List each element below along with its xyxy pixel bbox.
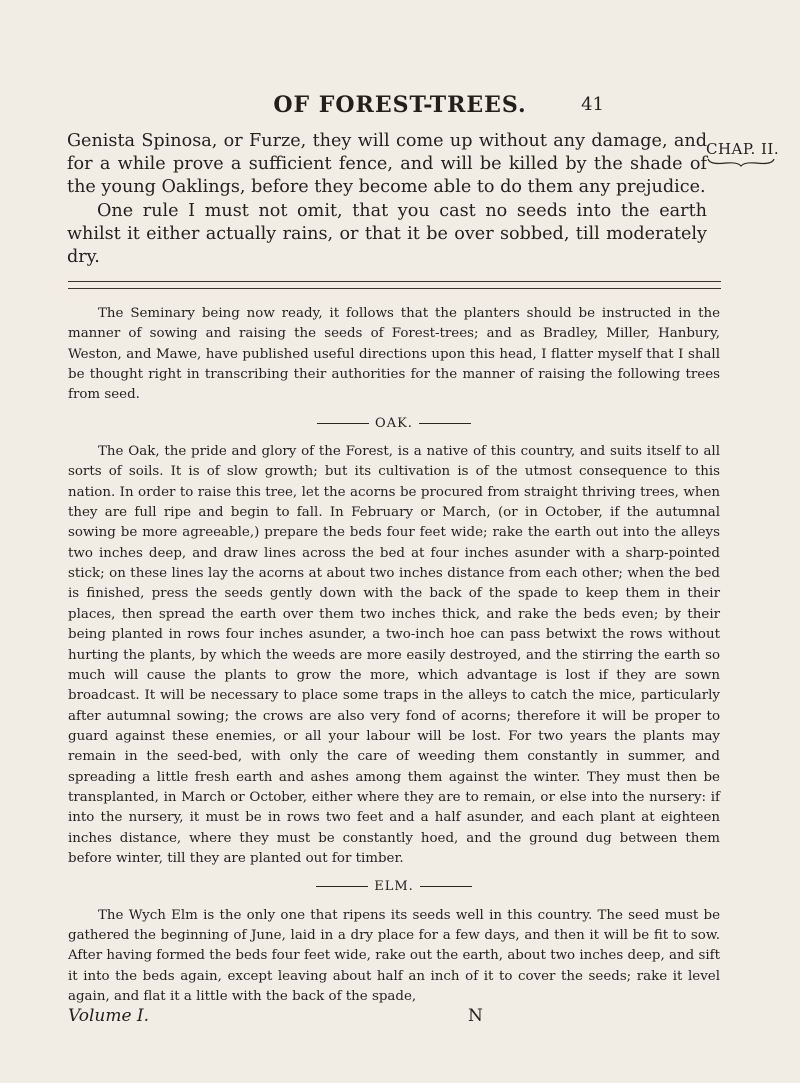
section-rule [68, 281, 721, 289]
volume-label: Volume I. [68, 1006, 150, 1026]
page-footer [68, 1006, 720, 1030]
heading-dash [316, 886, 368, 887]
elm-heading-label: ELM. [374, 879, 414, 895]
running-head [0, 92, 800, 122]
elm-heading [68, 877, 720, 897]
lead-paragraph: One rule I must not omit, that you cast no seeds into the earth whilst it either actually rains, or that it be over sobbed, till moderately dry. [67, 200, 707, 268]
running-title: OF FOREST-TREES. [273, 92, 527, 118]
chapter-marker: CHAP. II. [706, 140, 780, 158]
chapter-brace-icon [706, 157, 776, 167]
lead-text [67, 130, 707, 269]
oak-heading-label: OAK. [375, 415, 413, 431]
intro-paragraph: The Seminary being now ready, it follows that the planters should be instructed in the manner of sowing and raising the seeds of Forest-trees; and as Bradley, Miller, Hanbury, Weston, and Mawe, have published useful directions upon this head, I flatter myself that I shall be thought right in transcribing their authorities for the manner of raising the following trees from seed. [68, 306, 720, 403]
body-text [68, 304, 720, 1007]
oak-paragraph: The Oak, the pride and glory of the Forest, is a native of this country, and suits itself to all sorts of soils. It is of slow growth; but its cultivation is of the utmost consequence to this nation. In order to raise this tree, let the acorns be procured from straight thriving trees, when they are full ripe and begin to fall. In February or March, (or in October, if the autumnal sowing be more agreeable,) prepare the beds four feet wide; rake the earth out into the alleys two inches deep, and draw lines across the bed at four inches asunder with a sharp-pointed stick; on these lines lay the acorns at about two inches distance from each other; when the bed is finished, press the seeds gently down with the back of the spade to keep them in their places, then spread the earth over them two inches thick, and rake the beds even; by their being planted in rows four inches asunder, a two-inch hoe can pass betwixt the rows without hurting the plants, by which the weeds are more easily destroyed, and the stirring the earth so much will cause the plants to grow the more, which advantage is lost if they are sown broadcast. It will be necessary to place some traps in the alleys to catch the mice, particularly after autumnal sowing; the crows are also very fond of acorns; therefore it will be proper to guard against these enemies, or all your labour will be lost. For two years the plants may remain in the seed-bed, with only the care of weeding them constantly in summer, and spreading a little fresh earth and ashes among them against the winter. They must then be transplanted, in March or October, either where they are to remain, or else into the nursery: if into the nursery, it must be in rows two feet and a half asunder, and each plant at eighteen inches distance, where they must be constantly hoed, and the ground dug between them before winter, till they are planted out for timber. [68, 444, 720, 866]
lead-paragraph: Genista Spinosa, or Furze, they will come up without any damage, and for a while prove a sufficient fence, and will be killed by the shade of the young Oaklings, before they become able to do them any prejudice. [67, 131, 707, 198]
elm-paragraph: The Wych Elm is the only one that ripens its seeds well in this country. The seed must be gathered the beginning of June, laid in a dry place for a few days, and then it will be fit to sow. After having formed the beds four feet wide, rake out the earth, about two inches deep, and sift it into the beds again, except leaving about half an inch of it to cover the seeds; rake it level again, and flat it a little with the back of the spade, [68, 907, 720, 1004]
page-number: 41 [581, 94, 604, 115]
heading-dash [317, 423, 369, 424]
signature-mark: N [468, 1006, 483, 1026]
heading-dash [419, 423, 471, 424]
oak-heading [68, 414, 720, 434]
heading-dash [420, 886, 472, 887]
